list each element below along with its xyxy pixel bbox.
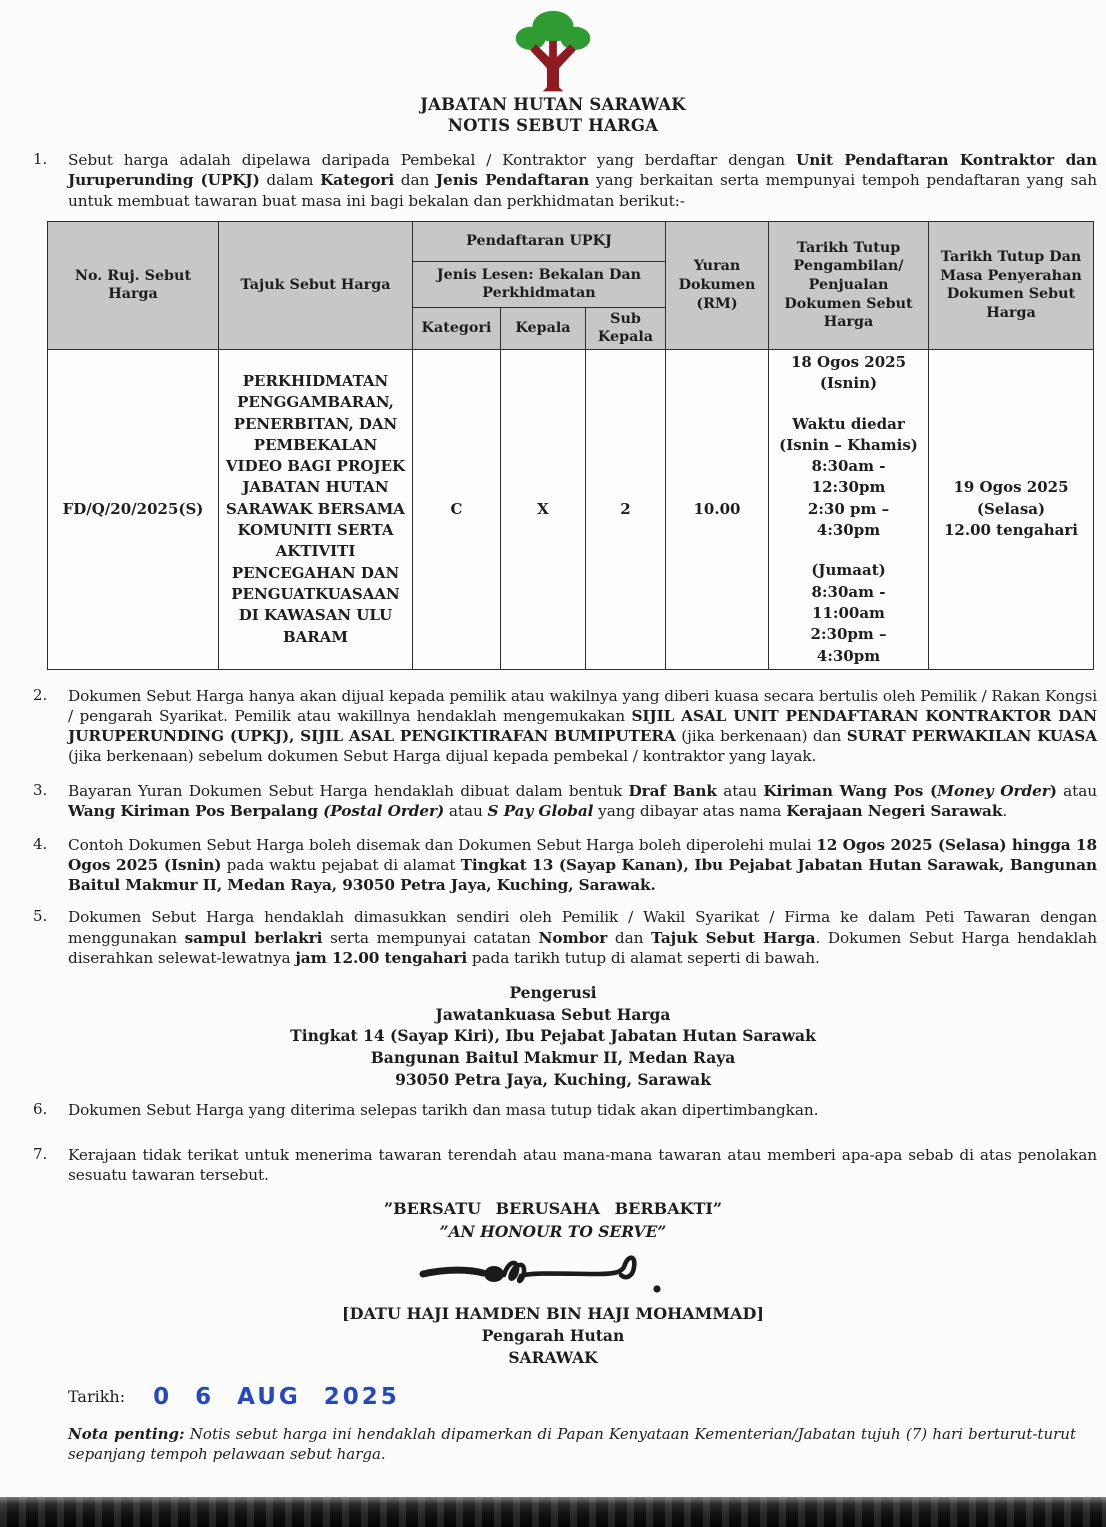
signature-image	[417, 1245, 677, 1299]
paragraph-4-number: 4.	[33, 834, 48, 853]
paragraph-3-text: Bayaran Yuran Dokumen Sebut Harga hendaklah dibuat dalam bentuk Draf Bank atau Kiriman Wang Pos (Money Order) atau Wang Kiriman Pos Berpalang (Postal Order) atau S Pay Global yang dibayar atas nama Kerajaan Negeri Sarawak.	[68, 781, 1097, 820]
paragraph-7-text: Kerajaan tidak terikat untuk menerima tawaran terendah atau mana-mana tawaran atau memberi apa-apa sebab di atas penolakan sesuatu tawaran tersebut.	[68, 1145, 1097, 1184]
col-header-jenis-lesen: Jenis Lesen: Bekalan Dan Perkhidmatan	[413, 261, 666, 307]
paragraph-6	[33, 1100, 1097, 1120]
paragraph-1	[33, 150, 1097, 211]
cell-no-ruj: FD/Q/20/2025(S)	[48, 349, 219, 669]
scan-artifact-bar	[0, 1497, 1106, 1527]
paragraph-3	[33, 781, 1097, 821]
cell-tarikh-penyerahan: 19 Ogos 2025 (Selasa) 12.00 tengahari	[929, 349, 1094, 669]
signatory-region: SARAWAK	[508, 1347, 598, 1367]
motto-english: ”AN HONOUR TO SERVE”	[439, 1222, 667, 1242]
doc-title: NOTIS SEBUT HARGA	[447, 116, 659, 136]
col-header-sub-kepala: Sub Kepala	[586, 307, 666, 349]
quotation-table	[47, 221, 1094, 670]
col-header-tarikh-penyerahan: Tarikh Tutup Dan Masa Penyerahan Dokumen Sebut Harga	[929, 221, 1094, 349]
paragraph-6-number: 6.	[33, 1100, 48, 1119]
paragraph-1-number: 1.	[33, 150, 48, 169]
table-row	[48, 349, 1094, 669]
col-header-tarikh-pengambilan: Tarikh Tutup Pengambilan/ Penjualan Dokumen Sebut Harga	[769, 221, 929, 349]
motto-malay: ”BERSATU BERUSAHA BERBAKTI”	[383, 1199, 723, 1219]
forestry-tree-logo-icon	[510, 10, 596, 94]
cell-kepala: X	[501, 349, 586, 669]
paragraph-5	[33, 907, 1097, 968]
paragraph-2-number: 2.	[33, 685, 48, 704]
paragraph-1-text: Sebut harga adalah dipelawa daripada Pembekal / Kontraktor yang berdaftar dengan Unit Pendaftaran Kontraktor dan Juruperunding (UPKJ) dalam Kategori dan Jenis Pendaftaran yang berkaitan serta mempunyai tempoh pendaftaran yang sah untuk membuat tawaran buat masa ini bagi bekalan dan perkhidmatan berikut:-	[68, 151, 1098, 210]
paragraph-7-number: 7.	[33, 1144, 48, 1163]
document-header	[0, 0, 1106, 136]
col-header-kepala: Kepala	[501, 307, 586, 349]
cell-tajuk: PERKHIDMATAN PENGGAMBARAN, PENERBITAN, DAN PEMBEKALAN VIDEO BAGI PROJEK JABATAN HUTAN SARAWAK BERSAMA KOMUNITI SERTA AKTIVITI PENCEGAHAN DAN PENGUATKUASAAN DI KAWASAN ULU BARAM	[219, 349, 413, 669]
paragraph-4	[33, 835, 1097, 896]
col-header-yuran: Yuran Dokumen (RM)	[666, 221, 769, 349]
paragraph-5-number: 5.	[33, 907, 48, 926]
paragraph-2	[33, 686, 1097, 767]
paragraph-3-number: 3.	[33, 780, 48, 799]
paragraph-6-text: Dokumen Sebut Harga yang diterima selepas tarikh dan masa tutup tidak akan dipertimbangkan.	[68, 1101, 819, 1120]
signatory-name: [DATU HAJI HAMDEN BIN HAJI MOHAMMAD]	[342, 1304, 764, 1324]
cell-kategori: C	[413, 349, 501, 669]
date-label: Tarikh:	[68, 1387, 126, 1407]
date-stamp: 0 6 AUG 2025	[153, 1383, 400, 1410]
paragraph-4-text: Contoh Dokumen Sebut Harga boleh disemak dan Dokumen Sebut Harga boleh diperolehi mulai 12 Ogos 2025 (Selasa) hingga 18 Ogos 2025 (Isnin) pada waktu pejabat di alamat Tingkat 13 (Sayap Kanan), Ibu Pejabat Jabatan Hutan Sarawak, Bangunan Baitul Makmur II, Medan Raya, 93050 Petra Jaya, Kuching, Sarawak.	[68, 835, 1097, 895]
col-header-no-ruj: No. Ruj. Sebut Harga	[48, 221, 219, 349]
cell-tarikh-pengambilan: 18 Ogos 2025 (Isnin) Waktu diedar (Isnin – Khamis) 8:30am - 12:30pm 2:30 pm – 4:30pm (Jumaat) 8:30am - 11:00am 2:30pm – 4:30pm	[769, 349, 929, 669]
cell-yuran: 10.00	[666, 349, 769, 669]
paragraph-2-text: Dokumen Sebut Harga hanya akan dijual kepada pemilik atau wakilnya yang diberi kuasa secara bertulis oleh Pemilik / Rakan Kongsi / pengarah Syarikat. Pemilik atau wakillnya hendaklah mengemukakan SIJIL ASAL UNIT PENDAFTARAN KONTRAKTOR DAN JURUPERUNDING (UPKJ), SIJIL ASAL PENGIKTIRAFAN BUMIPUTERA (jika berkenaan) dan SURAT PERWAKILAN KUASA (jika berkenaan) sebelum dokumen Sebut Harga dijual kepada pembekal / kontraktor yang layak.	[68, 686, 1097, 766]
signatory-title: Pengarah Hutan	[481, 1326, 625, 1346]
date-row	[68, 1384, 1106, 1410]
paragraph-5-text: Dokumen Sebut Harga hendaklah dimasukkan sendiri oleh Pemilik / Wakil Syarikat / Firma ke dalam Peti Tawaran dengan menggunakan sampul berlakri serta mempunyai catatan Nombor dan Tajuk Sebut Harga. Dokumen Sebut Harga hendaklah diserahkan selewat-lewatnya jam 12.00 tengahari pada tarikh tutup di alamat seperti di bawah.	[68, 908, 1097, 967]
submission-address-block: Pengerusi Jawatankuasa Sebut Harga Tingkat 14 (Sayap Kiri), Ibu Pejabat Jabatan Hutan Sarawak Bangunan Baitul Makmur II, Medan Raya 93050 Petra Jaya, Kuching, Sarawak	[290, 983, 816, 1089]
org-title: JABATAN HUTAN SARAWAK	[420, 95, 686, 114]
col-header-kategori: Kategori	[413, 307, 501, 349]
cell-sub-kepala: 2	[586, 349, 666, 669]
paragraph-7	[33, 1145, 1097, 1185]
important-note: Nota penting: Notis sebut harga ini hendaklah dipamerkan di Papan Kenyataan Kementerian/Jabatan tujuh (7) hari berturut-turut sepanjang tempoh pelawaan sebut harga.	[68, 1424, 1076, 1464]
col-header-pendaftaran-upkj: Pendaftaran UPKJ	[413, 221, 666, 261]
signature-area	[0, 1245, 1106, 1368]
col-header-tajuk: Tajuk Sebut Harga	[219, 221, 413, 349]
